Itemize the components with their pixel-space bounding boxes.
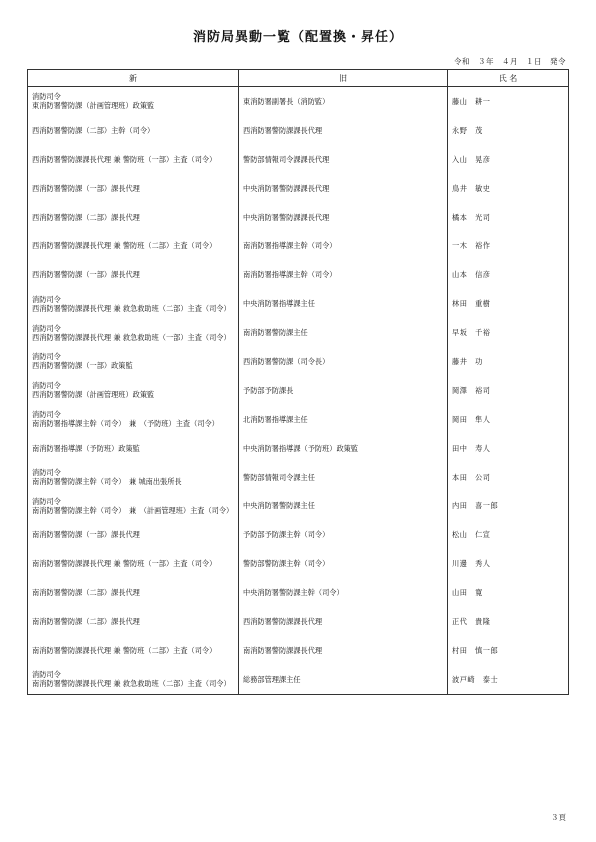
old-position-cell: 予防部予防課主幹（司令） <box>239 520 448 549</box>
table-row <box>28 434 569 463</box>
name-cell: 岡田 隼人 <box>448 405 569 434</box>
new-position-cell: 消防司令 南消防署指導課主幹（司令） 兼 （予防班）主査（司令） <box>28 405 239 434</box>
new-position-cell: 南消防署警防課課長代理 兼 警防班（一部）主査（司令） <box>28 549 239 578</box>
new-position-cell: 消防司令 南消防署警防課主幹（司令） 兼 城南出張所長 <box>28 463 239 492</box>
old-position-cell: 南消防署警防課課長代理 <box>239 636 448 665</box>
old-position-cell: 中央消防署警防課主幹（司令） <box>239 578 448 607</box>
old-position-cell: 西消防署警防課課長代理 <box>239 607 448 636</box>
new-position-cell: 西消防署警防課（二部）主幹（司令） <box>28 116 239 145</box>
table-row <box>28 145 569 174</box>
old-position-cell: 南消防署指導課主幹（司令） <box>239 260 448 289</box>
new-position-cell: 消防司令 西消防署警防課課長代理 兼 救急救助班（二部）主査（司令） <box>28 289 239 318</box>
name-cell: 林田 重樹 <box>448 289 569 318</box>
name-cell: 村田 慎一郎 <box>448 636 569 665</box>
new-position-cell: 消防司令 西消防署警防課（一部）政策監 <box>28 347 239 376</box>
table-row <box>28 405 569 434</box>
old-position-cell: 南消防署警防課主任 <box>239 318 448 347</box>
new-position-cell: 消防司令 西消防署警防課課長代理 兼 救急救助班（一部）主査（司令） <box>28 318 239 347</box>
old-position-cell: 中央消防署警防課課長代理 <box>239 174 448 203</box>
personnel-table <box>27 69 569 695</box>
new-position-cell: 西消防署警防課課長代理 兼 警防班（二部）主査（司令） <box>28 231 239 260</box>
new-position-cell: 南消防署警防課（二部）課長代理 <box>28 607 239 636</box>
name-cell: 田中 寿人 <box>448 434 569 463</box>
column-header-old: 旧 <box>239 70 448 87</box>
name-cell: 内田 喜一郎 <box>448 491 569 520</box>
new-position-cell: 消防司令 東消防署警防課（計画管理班）政策監 <box>28 87 239 116</box>
name-cell: 岡澤 裕司 <box>448 376 569 405</box>
issue-date: 令和 ３年 ４月 １日 発令 <box>454 57 566 66</box>
name-cell: 藤井 功 <box>448 347 569 376</box>
name-cell: 正代 貴隆 <box>448 607 569 636</box>
column-header-new: 新 <box>28 70 239 87</box>
old-position-cell: 中央消防署指導課（予防班）政策監 <box>239 434 448 463</box>
name-cell: 山田 寛 <box>448 578 569 607</box>
name-cell: 藤山 耕一 <box>448 87 569 116</box>
table-row <box>28 491 569 520</box>
table-row <box>28 520 569 549</box>
table-row <box>28 549 569 578</box>
new-position-cell: 西消防署警防課課長代理 兼 警防班（一部）主査（司令） <box>28 145 239 174</box>
name-cell: 一木 裕作 <box>448 231 569 260</box>
table-header-row <box>28 70 569 87</box>
name-cell: 入山 晃彦 <box>448 145 569 174</box>
name-cell: 永野 茂 <box>448 116 569 145</box>
name-cell: 鳥井 敏史 <box>448 174 569 203</box>
column-header-name: 氏 名 <box>448 70 569 87</box>
table-row <box>28 116 569 145</box>
table-row <box>28 636 569 665</box>
new-position-cell: 消防司令 西消防署警防課（計画管理班）政策監 <box>28 376 239 405</box>
new-position-cell: 南消防署警防課課長代理 兼 警防班（二部）主査（司令） <box>28 636 239 665</box>
name-cell: 早坂 千裕 <box>448 318 569 347</box>
old-position-cell: 南消防署指導課主幹（司令） <box>239 231 448 260</box>
old-position-cell: 予防部予防課長 <box>239 376 448 405</box>
old-position-cell: 総務部管理課主任 <box>239 665 448 694</box>
new-position-cell: 南消防署指導課（予防班）政策監 <box>28 434 239 463</box>
table-row <box>28 665 569 694</box>
old-position-cell: 北消防署指導課主任 <box>239 405 448 434</box>
old-position-cell: 警防部警防課主幹（司令） <box>239 549 448 578</box>
table-row <box>28 578 569 607</box>
new-position-cell: 西消防署警防課（二部）課長代理 <box>28 203 239 232</box>
name-cell: 波戸崎 泰士 <box>448 665 569 694</box>
name-cell: 橘本 光司 <box>448 203 569 232</box>
table-row <box>28 376 569 405</box>
old-position-cell: 西消防署警防課（司令長） <box>239 347 448 376</box>
table-row <box>28 87 569 116</box>
old-position-cell: 警防部情報司令課主任 <box>239 463 448 492</box>
table-row <box>28 607 569 636</box>
name-cell: 松山 仁宣 <box>448 520 569 549</box>
page-title: 消防局異動一覧（配置換・昇任） <box>192 30 403 45</box>
old-position-cell: 中央消防署警防課主任 <box>239 491 448 520</box>
old-position-cell: 西消防署警防課課長代理 <box>239 116 448 145</box>
table-row <box>28 174 569 203</box>
table-row <box>28 463 569 492</box>
new-position-cell: 消防司令 南消防署警防課主幹（司令） 兼 （計画管理班）主査（司令） <box>28 491 239 520</box>
name-cell: 本田 公司 <box>448 463 569 492</box>
old-position-cell: 中央消防署指導課主任 <box>239 289 448 318</box>
new-position-cell: 南消防署警防課（一部）課長代理 <box>28 520 239 549</box>
old-position-cell: 中央消防署警防課課長代理 <box>239 203 448 232</box>
old-position-cell: 東消防署副署長（消防監） <box>239 87 448 116</box>
table-row <box>28 347 569 376</box>
table-row <box>28 260 569 289</box>
table-row <box>28 203 569 232</box>
new-position-cell: 西消防署警防課（一部）課長代理 <box>28 260 239 289</box>
new-position-cell: 消防司令 南消防署警防課課長代理 兼 救急救助班（二部）主査（司令） <box>28 665 239 694</box>
new-position-cell: 南消防署警防課（二部）課長代理 <box>28 578 239 607</box>
name-cell: 山本 信彦 <box>448 260 569 289</box>
table-row <box>28 289 569 318</box>
old-position-cell: 警防部情報司令課課長代理 <box>239 145 448 174</box>
page-number: ３頁 <box>551 813 566 822</box>
table-row <box>28 231 569 260</box>
table-row <box>28 318 569 347</box>
new-position-cell: 西消防署警防課（一部）課長代理 <box>28 174 239 203</box>
name-cell: 川邊 秀人 <box>448 549 569 578</box>
